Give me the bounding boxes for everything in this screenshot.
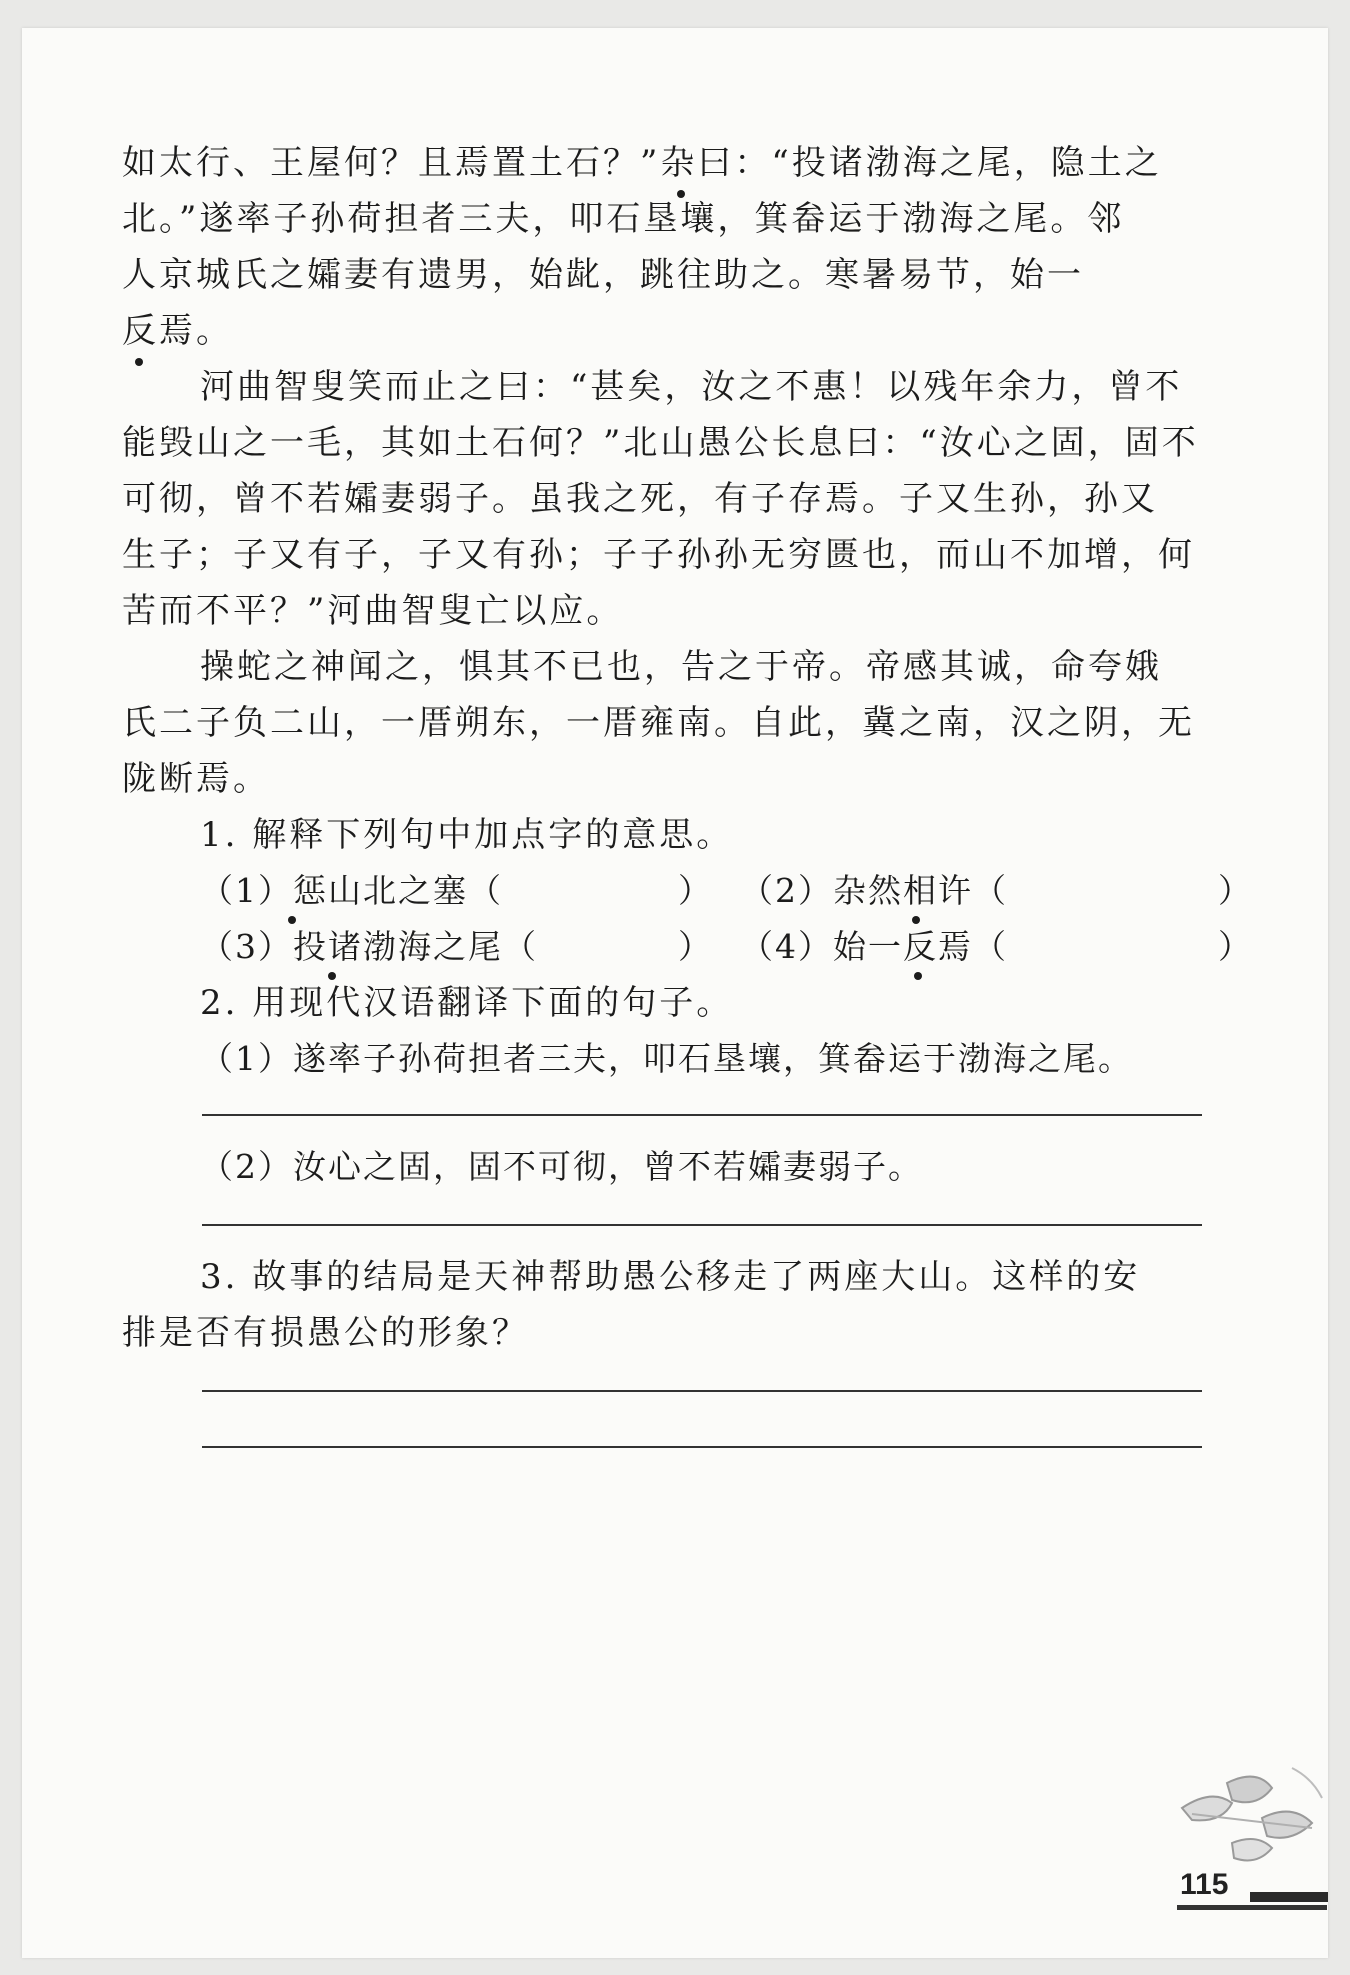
passage-line-12: 陇断焉。	[122, 759, 270, 799]
question-1-prompt: 1. 解释下列句中加点字的意思。	[200, 815, 734, 855]
page-number-bar	[1250, 1892, 1328, 1902]
question-3-prompt-line-1: 3. 故事的结局是天神帮助愚公移走了两座大山。这样的安	[200, 1257, 1141, 1297]
question-1-item-4: （4）始一反焉（ ）	[740, 927, 1253, 966]
workbook-page	[22, 28, 1328, 1958]
question-1-item-2: （2）杂然相许（ ）	[740, 871, 1253, 910]
question-2-prompt: 2. 用现代汉语翻译下面的句子。	[200, 983, 734, 1023]
question-3-prompt-line-2: 排是否有损愚公的形象？	[122, 1313, 529, 1353]
answer-line[interactable]	[202, 1390, 1202, 1392]
emphasis-dot	[914, 972, 922, 980]
passage-line-8: 生子；子又有子，子又有孙；子子孙孙无穷匮也，而山不加增，何	[122, 535, 1195, 575]
emphasis-dot	[135, 358, 143, 366]
question-1-item-3: （3）投诸渤海之尾（ ）	[200, 927, 713, 966]
answer-line[interactable]	[202, 1224, 1202, 1226]
answer-line[interactable]	[202, 1446, 1202, 1448]
passage-line-2: 北。”遂率子孙荷担者三夫，叩石垦壤，箕畚运于渤海之尾。邻	[122, 199, 1125, 239]
passage-line-9: 苦而不平？”河曲智叟亡以应。	[122, 591, 624, 631]
emphasis-dot	[912, 916, 920, 924]
answer-line[interactable]	[202, 1114, 1202, 1116]
passage-line-6: 能毁山之一毛，其如土石何？”北山愚公长息曰：“汝心之固，固不	[122, 423, 1199, 463]
passage-line-4: 反焉。	[122, 311, 233, 351]
question-1-item-1: （1）惩山北之塞（ ）	[200, 871, 713, 910]
passage-line-7: 可彻，曾不若孀妻弱子。虽我之死，有子存焉。子又生孙，孙又	[122, 479, 1158, 519]
emphasis-dot	[288, 916, 296, 924]
passage-line-5: 河曲智叟笑而止之曰：“甚矣，汝之不惠！以残年余力，曾不	[200, 367, 1183, 407]
question-2-item-2: （2）汝心之固，固不可彻，曾不若孀妻弱子。	[200, 1147, 923, 1186]
passage-line-1: 如太行、王屋何？且焉置土石？”杂曰：“投诸渤海之尾，隐土之	[122, 143, 1162, 183]
passage-line-11: 氏二子负二山，一厝朔东，一厝雍南。自此，冀之南，汉之阴，无	[122, 703, 1195, 743]
emphasis-dot	[328, 972, 336, 980]
passage-line-10: 操蛇之神闻之，惧其不已也，告之于帝。帝感其诚，命夸娥	[200, 647, 1162, 687]
passage-line-3: 人京城氏之孀妻有遗男，始龀，跳往助之。寒暑易节，始一	[122, 255, 1084, 295]
page-number: 115	[1180, 1868, 1229, 1901]
leaf-ornament-icon	[1172, 1748, 1332, 1878]
page-number-underline	[1177, 1905, 1327, 1910]
question-2-item-1: （1）遂率子孙荷担者三夫，叩石垦壤，箕畚运于渤海之尾。	[200, 1039, 1133, 1078]
